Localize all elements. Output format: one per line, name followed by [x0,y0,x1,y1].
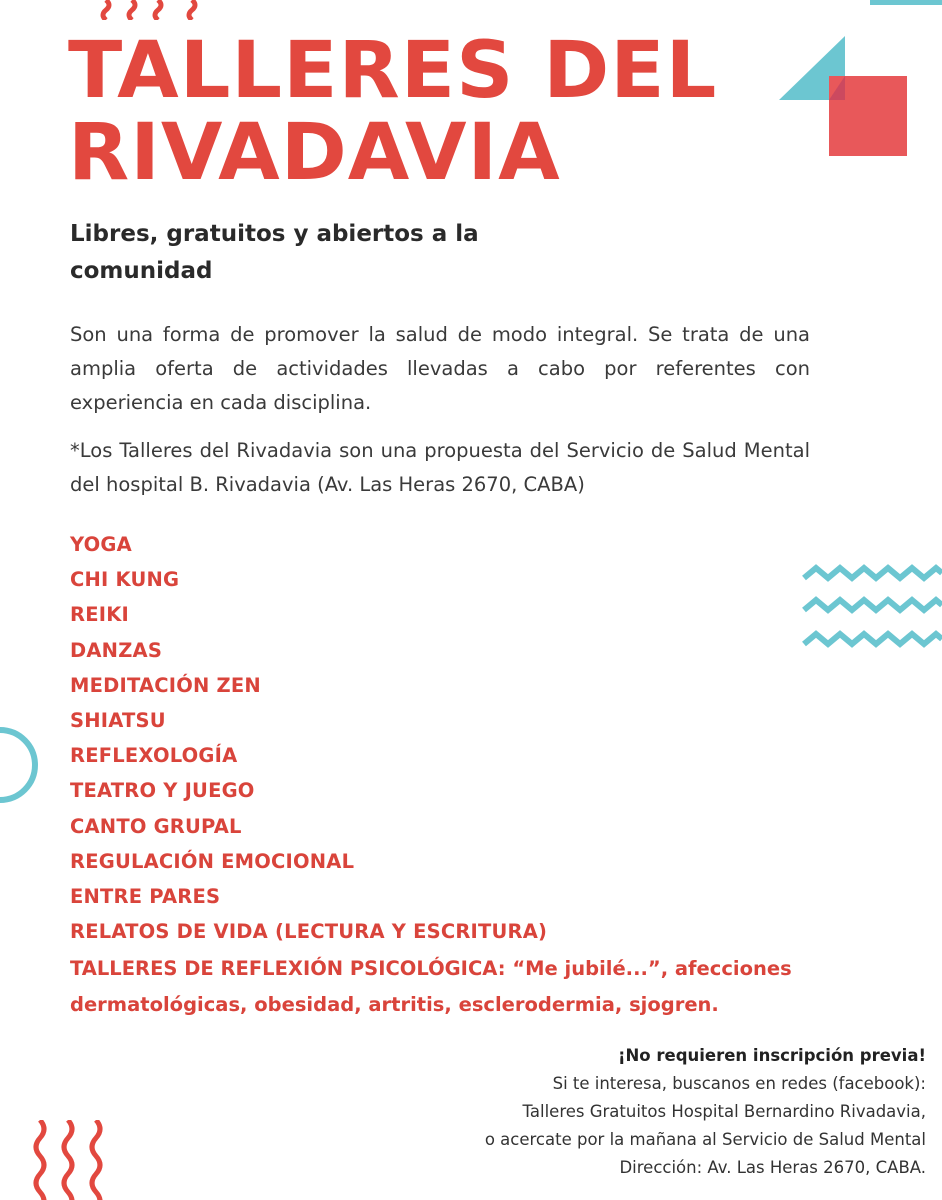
poster-subtitle: Libres, gratuitos y abiertos a la comunidad [70,221,479,284]
workshop-item: CANTO GRUPAL [70,814,242,838]
intro-paragraph: Son una forma de promover la salud de modo integral. Se trata de una amplia oferta de actividades llevadas a cabo por referentes con experiencia en cada disciplina. [70,323,810,414]
poster-title-line-2: RIVADAVIA [68,108,561,198]
workshop-item: REIKI [70,603,129,627]
poster-title [68,26,718,198]
zigzag-decoration [802,564,942,656]
reflexion-label: TALLERES DE REFLEXIÓN PSICOLÓGICA: [70,957,506,980]
top-wavy-lines-decoration [92,0,232,20]
workshop-item: DANZAS [70,638,163,662]
reflexion-detail: “Me jubilé...”, afecciones dermatológicas, obesidad, artritis, esclerodermia, sjogren. [70,957,792,1016]
footer-headline: ¡No requieren inscripción previa! [617,1046,926,1065]
footer-line: o acercate por la mañana al Servicio de Salud Mental [484,1130,926,1149]
footer-address: Dirección: Av. Las Heras 2670, CABA. [619,1158,926,1177]
workshop-item: SHIATSU [70,709,166,733]
top-right-line-decoration [870,0,942,10]
note-paragraph: *Los Talleres del Rivadavia son una propuesta del Servicio de Salud Mental del hospital B. Rivadavia (Av. Las Heras 2670, CABA) [70,439,810,496]
workshop-item: YOGA [70,533,132,556]
workshop-item: REFLEXOLOGÍA [70,744,238,768]
workshop-item: REGULACIÓN EMOCIONAL [70,849,355,873]
half-circle-decoration [0,725,40,805]
reflexion-workshop-item [70,951,850,1022]
workshop-list [70,527,547,949]
footer-info [226,1042,926,1182]
workshop-item: TEATRO Y JUEGO [70,779,255,803]
poster-title-line-1: TALLERES DEL [68,26,718,116]
triangle-square-decoration [775,36,915,166]
bottom-wavy-lines-decoration [28,1120,118,1200]
footer-line: Si te interesa, buscanos en redes (facebook): [552,1074,926,1093]
workshop-item: CHI KUNG [70,568,180,592]
workshop-item: RELATOS DE VIDA (LECTURA Y ESCRITURA) [70,920,548,944]
workshop-item: MEDITACIÓN ZEN [70,673,261,697]
workshop-item: ENTRE PARES [70,885,221,909]
footer-line: Talleres Gratuitos Hospital Bernardino Rivadavia, [522,1102,926,1121]
